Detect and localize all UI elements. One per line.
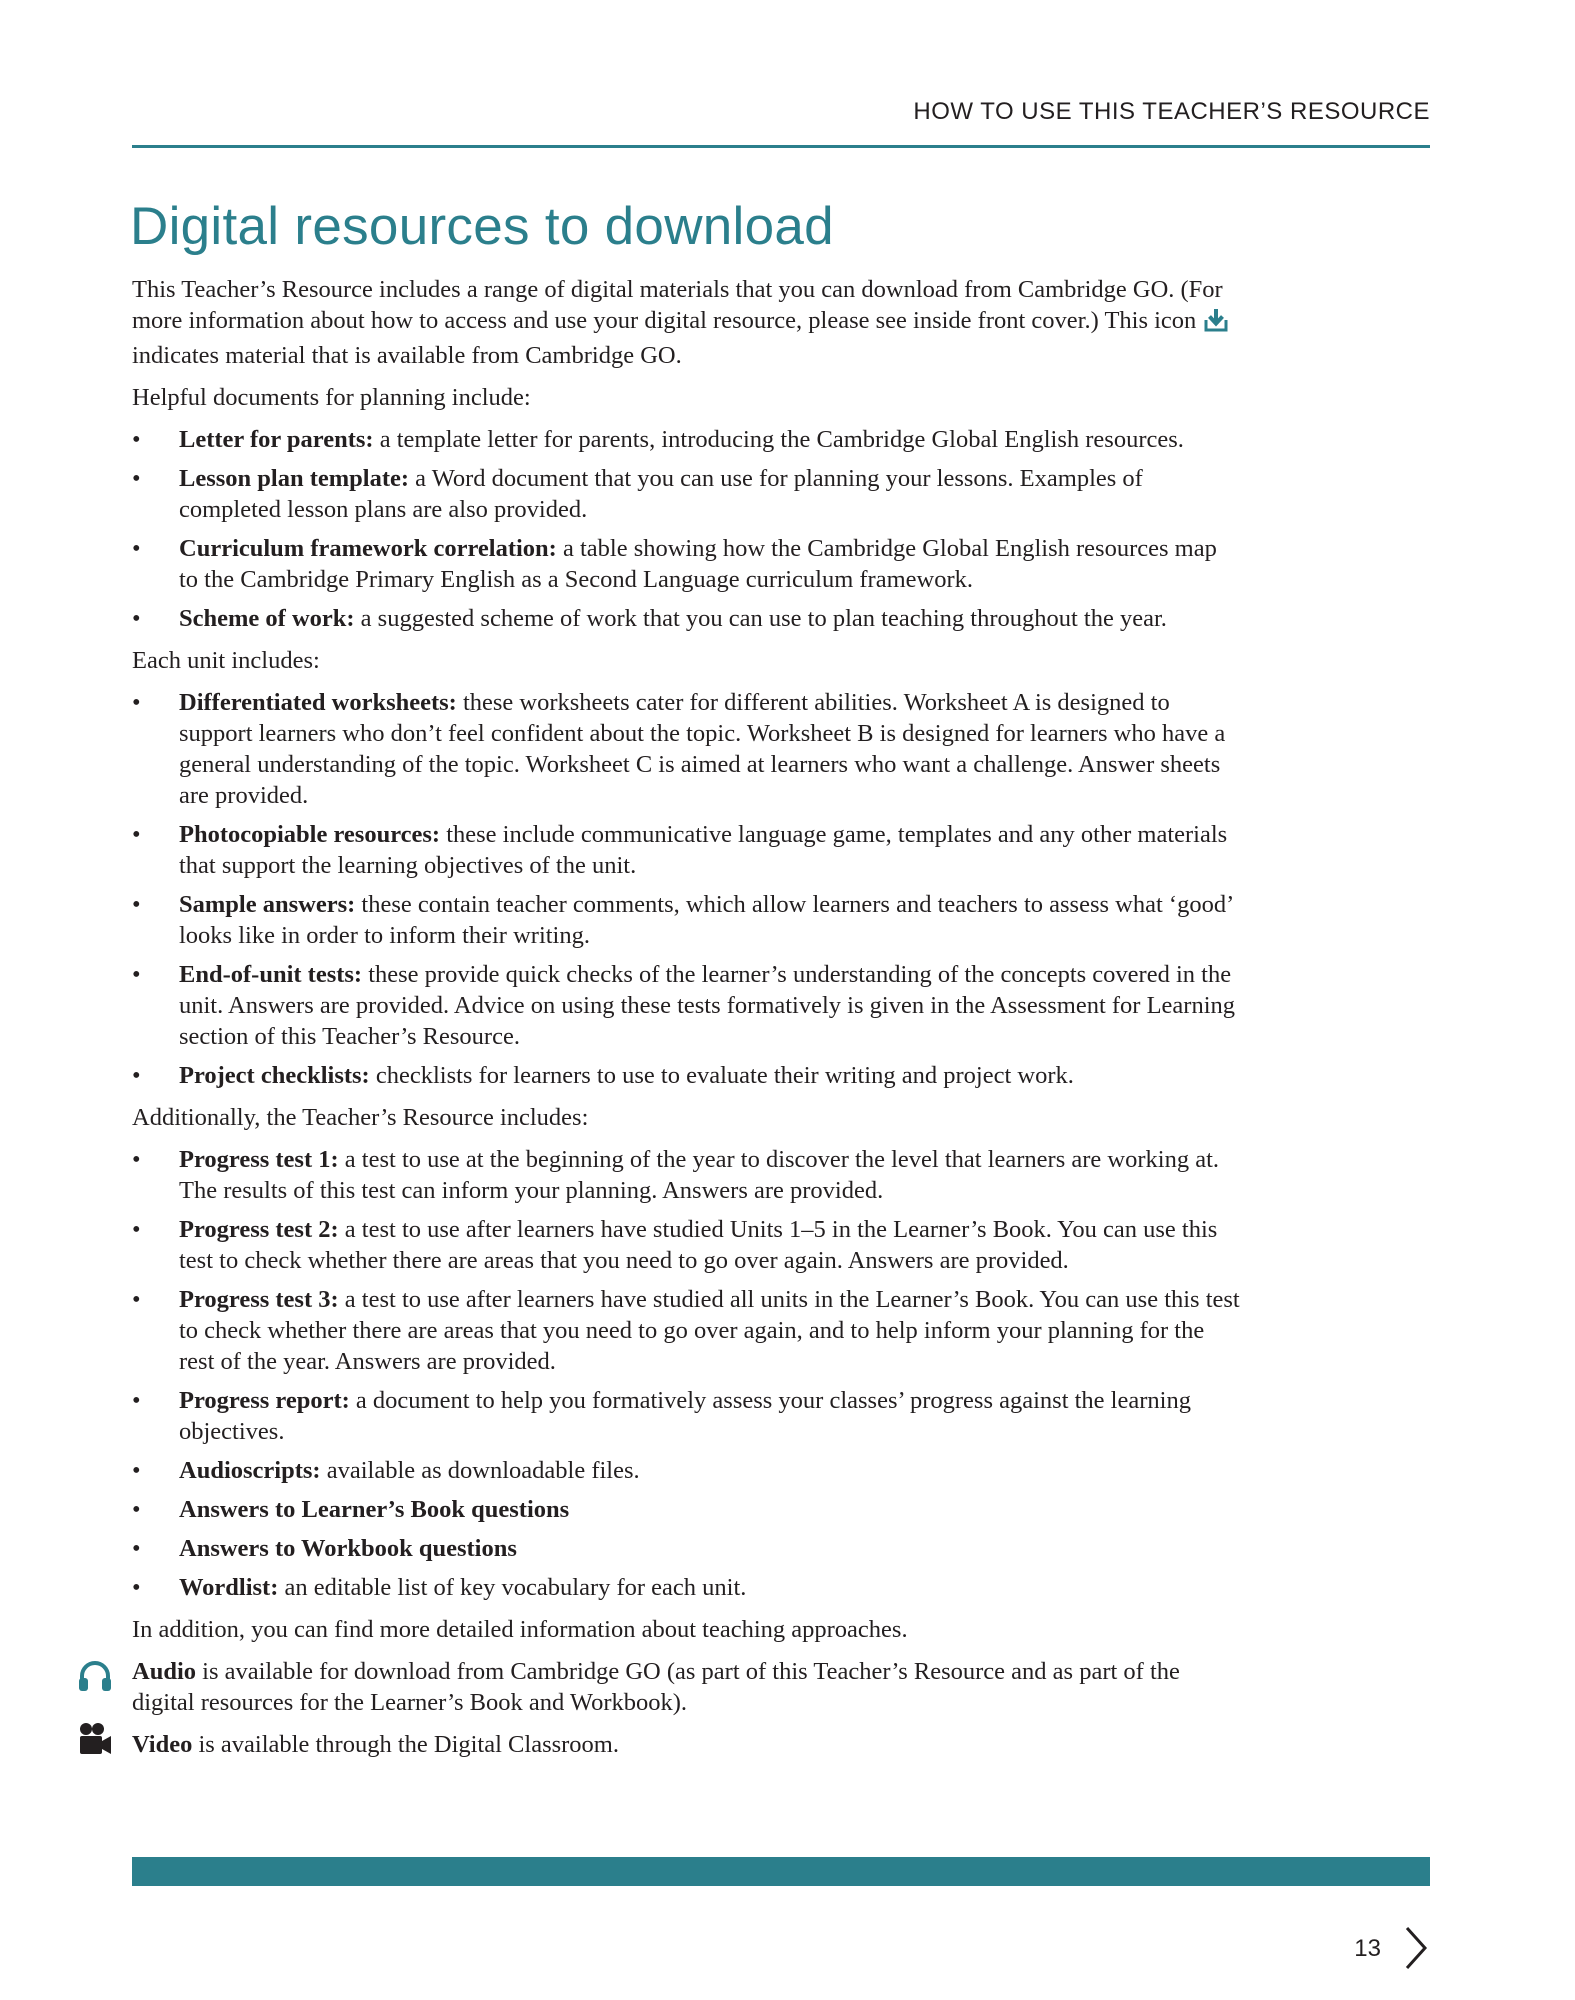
item-text: a Word document that you can use for planning your lessons. Examples of completed lesson plans are also provided. <box>179 465 1143 523</box>
list-item: • Progress test 1: a test to use at the beginning of the year to discover the level that learners are working at. The results of this test can inform your planning. Answers are provided. <box>132 1146 1219 1204</box>
chevron-right-icon[interactable] <box>1403 1925 1429 1976</box>
list-item: • Curriculum framework correlation: a table showing how the Cambridge Global English resources map to the Cambridge Primary English as a Second Language curriculum framework. <box>132 535 1217 593</box>
item-term: Audioscripts: <box>179 1457 321 1484</box>
item-text: an editable list of key vocabulary for each unit. <box>278 1574 747 1601</box>
list-item: • End-of-unit tests: these provide quick checks of the learner’s understanding of the concepts covered in the unit. Answers are provided. Advice on using these tests formatively is given in the Assessment for Learning section of this Teacher’s Resource. <box>132 961 1236 1050</box>
intro-text-end: indicates material that is available from Cambridge GO. <box>132 342 682 369</box>
item-term: Differentiated worksheets: <box>179 689 457 716</box>
item-term: Answers to Workbook questions <box>179 1535 517 1562</box>
item-text: these include communicative language game, templates and any other materials that support the learning objectives of the unit. <box>179 821 1228 879</box>
item-term: End-of-unit tests: <box>179 961 363 988</box>
list-item: • Project checklists: checklists for learners to use to evaluate their writing and project work. <box>132 1062 1074 1089</box>
item-term: Lesson plan template: <box>179 465 410 492</box>
audio-text: is available for download from Cambridge GO (as part of this Teacher’s Resource and as part of the digital resources for the Learner’s Book and Workbook). <box>132 1658 1180 1716</box>
additional-lead: Additionally, the Teacher’s Resource includes: <box>132 1104 589 1131</box>
audio-paragraph <box>132 1656 1242 1718</box>
list-item: • Differentiated worksheets: these worksheets cater for different abilities. Worksheet A is designed to support learners who don’t feel confident about the topic. Worksheet B is designed for learners who have a general understanding of the topic. Worksheet C is aimed at learners who want a challenge. Answer sheets are provided. <box>132 689 1226 809</box>
item-term: Progress report: <box>179 1387 350 1414</box>
item-term: Project checklists: <box>179 1062 370 1089</box>
item-text: a test to use after learners have studied Units 1–5 in the Learner’s Book. You can use this test to check whether there are areas that you need to go over again. Answers are provided. <box>179 1216 1218 1274</box>
list-item: • Answers to Learner’s Book questions <box>132 1496 570 1523</box>
video-camera-icon <box>77 1721 113 1767</box>
page-title: Digital resources to download <box>130 197 834 256</box>
item-term: Wordlist: <box>179 1574 279 1601</box>
item-text: a suggested scheme of work that you can use to plan teaching throughout the year. <box>354 605 1167 632</box>
unit-list <box>132 687 1242 1091</box>
audio-term: Audio <box>132 1658 197 1685</box>
intro-text-start: This Teacher’s Resource includes a range of digital materials that you can download from Cambridge GO. (For more information about how to access and use your digital resource, please see inside front cover.) This icon <box>132 276 1223 334</box>
item-text: these worksheets cater for different abilities. Worksheet A is designed to support learners who don’t feel confident about the topic. Worksheet B is designed for learners who have a general understanding of the topic. Worksheet C is aimed at learners who want a challenge. Answer sheets are provided. <box>179 689 1226 809</box>
intro-paragraph <box>132 274 1242 371</box>
list-item: • Letter for parents: a template letter for parents, introducing the Cambridge Global English resources. <box>132 426 1184 453</box>
list-item: • Lesson plan template: a Word document that you can use for planning your lessons. Examples of completed lesson plans are also provided. <box>132 465 1143 523</box>
item-term: Progress test 1: <box>179 1146 339 1173</box>
item-term: Photocopiable resources: <box>179 821 441 848</box>
list-item: • Progress test 3: a test to use after learners have studied all units in the Learner’s Book. You can use this test to check whether there are areas that you need to go over again, and to help inform your planning for the rest of the year. Answers are provided. <box>132 1286 1240 1375</box>
video-term: Video <box>132 1731 193 1758</box>
list-item: • Progress report: a document to help you formatively assess your classes’ progress against the learning objectives. <box>132 1387 1191 1445</box>
planning-list <box>132 424 1242 634</box>
item-text: a template letter for parents, introducing the Cambridge Global English resources. <box>373 426 1184 453</box>
list-item: • Audioscripts: available as downloadable files. <box>132 1457 640 1484</box>
item-text: a table showing how the Cambridge Global English resources map to the Cambridge Primary English as a Second Language curriculum framework. <box>179 535 1217 593</box>
video-text: is available through the Digital Classroom. <box>192 1731 619 1758</box>
item-text: a test to use at the beginning of the year to discover the level that learners are working at. The results of this test can inform your planning. Answers are provided. <box>179 1146 1219 1204</box>
item-text: available as downloadable files. <box>320 1457 640 1484</box>
item-term: Answers to Learner’s Book questions <box>179 1496 570 1523</box>
video-paragraph <box>132 1729 1242 1760</box>
list-item: • Progress test 2: a test to use after learners have studied Units 1–5 in the Learner’s Book. You can use this test to check whether there are areas that you need to go over again. Answers are provided. <box>132 1216 1218 1274</box>
page-number: 13 <box>1354 1935 1381 1962</box>
footer-bar <box>132 1857 1430 1886</box>
unit-lead: Each unit includes: <box>132 647 320 674</box>
approaches-paragraph: In addition, you can find more detailed information about teaching approaches. <box>132 1616 908 1643</box>
download-icon <box>1204 308 1228 340</box>
item-text: checklists for learners to use to evaluate their writing and project work. <box>369 1062 1074 1089</box>
item-term: Scheme of work: <box>179 605 355 632</box>
list-item: • Answers to Workbook questions <box>132 1535 517 1562</box>
item-term: Progress test 2: <box>179 1216 339 1243</box>
main-content <box>132 274 1242 1771</box>
item-text: these contain teacher comments, which allow learners and teachers to assess what ‘good’ looks like in order to inform their writing. <box>179 891 1233 949</box>
list-item: • Wordlist: an editable list of key vocabulary for each unit. <box>132 1574 747 1601</box>
item-term: Letter for parents: <box>179 426 374 453</box>
headphones-icon <box>77 1659 113 1701</box>
item-term: Progress test 3: <box>179 1286 339 1313</box>
item-text: a test to use after learners have studied all units in the Learner’s Book. You can use this test to check whether there are areas that you need to go over again, and to help inform your planning for the rest of the year. Answers are provided. <box>179 1286 1240 1375</box>
running-head: HOW TO USE THIS TEACHER’S RESOURCE <box>913 98 1430 125</box>
planning-lead: Helpful documents for planning include: <box>132 384 531 411</box>
item-text: these provide quick checks of the learner’s understanding of the concepts covered in the unit. Answers are provided. Advice on using these tests formatively is given in the Assessment for Learning section of this Teacher’s Resource. <box>179 961 1236 1050</box>
additional-list <box>132 1144 1242 1603</box>
header-rule <box>132 145 1430 148</box>
list-item: • Scheme of work: a suggested scheme of work that you can use to plan teaching throughout the year. <box>132 605 1167 632</box>
list-item: • Sample answers: these contain teacher comments, which allow learners and teachers to assess what ‘good’ looks like in order to inform their writing. <box>132 891 1233 949</box>
list-item: • Photocopiable resources: these include communicative language game, templates and any other materials that support the learning objectives of the unit. <box>132 821 1228 879</box>
item-term: Sample answers: <box>179 891 356 918</box>
item-text: a document to help you formatively assess your classes’ progress against the learning objectives. <box>179 1387 1191 1445</box>
item-term: Curriculum framework correlation: <box>179 535 557 562</box>
